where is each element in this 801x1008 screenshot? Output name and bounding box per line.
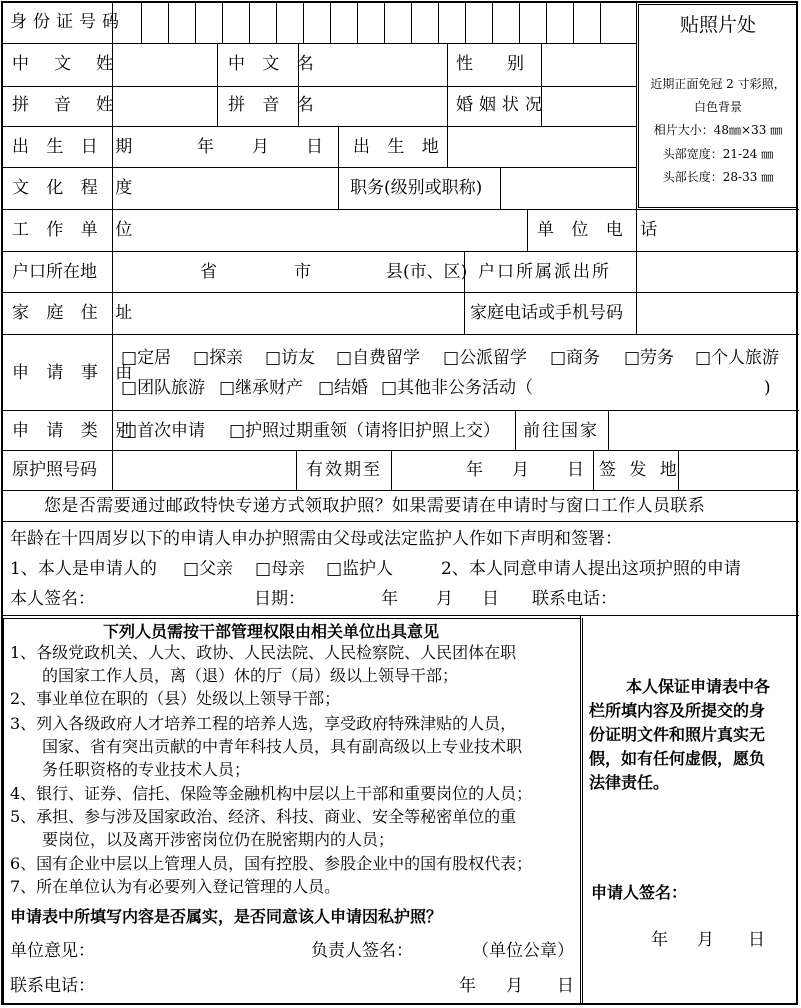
guardian-month: 月 xyxy=(436,589,453,609)
guardian-phone: 联系电话： xyxy=(532,589,617,609)
rule xyxy=(500,168,501,210)
pledge-year: 年 xyxy=(651,930,668,950)
reason-group-travel-checkbox[interactable]: □ 团队旅游 xyxy=(121,377,205,399)
reason-other-close: ) xyxy=(764,378,771,398)
hukou-province: 省 xyxy=(200,262,217,282)
rule xyxy=(276,2,277,44)
hukou-county: 县(市、区) xyxy=(386,262,468,282)
guardian-item1: 1、本人是申请人的 xyxy=(10,559,157,579)
rule xyxy=(3,618,581,619)
cadre-item: 1、各级党政机关、人大、政协、人民法院、人民检察院、人民团体在职 xyxy=(10,643,517,662)
guardian-father-checkbox[interactable]: □ 父亲 xyxy=(183,558,233,580)
label-hukou: 户口所在地 xyxy=(12,262,97,282)
label-employer-phone: 单 位 电 话 xyxy=(537,220,664,240)
unit-opinion: 单位意见： xyxy=(10,941,95,961)
photo-note: 头部长度：28-33 ㎜ xyxy=(662,170,774,184)
photo-note: 近期正面免冠 2 寸彩照， xyxy=(650,77,786,91)
label-issue-place: 签 发 地 xyxy=(599,460,681,480)
leader-sign: 负责人签名： xyxy=(311,941,413,961)
pledge-line: 本人保证申请表中各 xyxy=(626,677,771,696)
reason-self-funded-study-checkbox[interactable]: □ 自费留学 xyxy=(336,347,420,369)
rule xyxy=(411,2,412,44)
label-employer: 工 作 单 位 xyxy=(12,220,139,240)
type-renewal-checkbox[interactable]: □ 护照过期重领（请将旧护照上交） xyxy=(229,420,500,442)
rule xyxy=(608,411,609,451)
rule xyxy=(2,167,637,168)
rule xyxy=(519,2,520,44)
label-apply-matter: 申 请 事 由 xyxy=(12,363,139,383)
reason-gov-funded-study-checkbox[interactable]: □ 公派留学 xyxy=(443,347,527,369)
rule xyxy=(636,2,637,210)
guardian-sign: 本人签名： xyxy=(10,589,95,609)
label-marital: 婚姻状况 xyxy=(456,95,548,115)
rule xyxy=(141,2,142,44)
rule xyxy=(195,2,196,44)
label-id-number: 身份证号码 xyxy=(10,12,125,32)
rule xyxy=(2,334,799,335)
guardian-day: 日 xyxy=(482,589,499,609)
rule xyxy=(580,616,581,1005)
reason-other-checkbox[interactable]: □ 其他非公务活动（ xyxy=(381,377,533,399)
rule xyxy=(3,618,4,1003)
pledge-day: 日 xyxy=(748,930,765,950)
pledge-line: 栏所填内容及所提交的身 xyxy=(589,701,766,720)
rule xyxy=(582,618,583,1003)
rule xyxy=(338,127,339,210)
guardian-guardian-checkbox[interactable]: □ 监护人 xyxy=(326,558,393,580)
rule xyxy=(447,44,448,127)
birth-month: 月 xyxy=(252,137,269,157)
label-gender: 性 别 xyxy=(456,54,524,74)
label-hukou-police: 户口所属派出所 xyxy=(478,262,611,282)
unit-seal: （单位公章） xyxy=(472,941,574,961)
label-given-cn: 中 文 名 xyxy=(228,54,320,74)
pledge-month: 月 xyxy=(697,930,714,950)
rule xyxy=(438,2,439,44)
rule xyxy=(2,209,799,210)
birth-day: 日 xyxy=(306,137,323,157)
cadre-item: 国家、省有突出贡献的中青年科技人员，具有副高级以上专业技术职 xyxy=(10,737,523,756)
label-surname-py: 拼 音 姓 xyxy=(12,95,117,115)
rule xyxy=(296,451,297,491)
cadre-item: 3、列入各级政府人才培养工程的培养人选，享受政府特殊津贴的人员， xyxy=(10,714,517,733)
label-position: 职务(级别或职称) xyxy=(350,178,483,198)
reason-settle-checkbox[interactable]: □ 定居 xyxy=(121,347,171,369)
cadre-item: 7、所在单位认为有必要列入登记管理的人员。 xyxy=(10,877,341,896)
rule xyxy=(357,2,358,44)
reason-visit-relatives-checkbox[interactable]: □ 探亲 xyxy=(193,347,243,369)
cadre-item: 6、国有企业中层以上管理人员，国有控股、参股企业中的国有股权代表； xyxy=(10,854,533,873)
rule xyxy=(2,410,799,411)
rule xyxy=(465,2,466,44)
cadre-month: 月 xyxy=(506,976,523,996)
label-destination: 前往国家 xyxy=(523,421,599,441)
rule xyxy=(168,2,169,44)
rule xyxy=(112,2,113,491)
pledge-line: 假，如有任何虚假，愿负 xyxy=(589,749,766,768)
guardian-intro: 年龄在十四周岁以下的申请人申办护照需由父母或法定监护人作如下声明和签署： xyxy=(10,529,622,549)
rule xyxy=(2,251,799,252)
guardian-item2: 2、本人同意申请人提出这项护照的申请 xyxy=(441,559,741,579)
rule xyxy=(638,207,797,208)
pledge-sign: 申请人签名： xyxy=(591,883,688,902)
reason-inheritance-checkbox[interactable]: □ 继承财产 xyxy=(219,377,303,399)
birth-year: 年 xyxy=(197,137,214,157)
rule xyxy=(2,292,799,293)
photo-note: 相片大小：48㎜×33 ㎜ xyxy=(653,123,783,137)
pledge-line: 份证明文件和照片真实无 xyxy=(589,725,766,744)
cadre-title: 下列人员需按干部管理权限由相关单位出具意见 xyxy=(103,622,440,641)
rule xyxy=(593,451,594,491)
rule xyxy=(2,450,799,451)
rule xyxy=(391,451,392,491)
rule xyxy=(384,2,385,44)
cadre-item: 2、事业单位在职的（县）处级以上领导干部； xyxy=(10,689,341,708)
rule xyxy=(600,2,601,44)
label-home-address: 家 庭 住 址 xyxy=(12,303,139,323)
label-surname-cn: 中 文 姓 xyxy=(12,54,117,74)
valid-month: 月 xyxy=(512,460,529,480)
rule xyxy=(447,127,448,168)
rule xyxy=(638,4,797,5)
cadre-item: 4、银行、证券、信托、保险等金融机构中层以上干部和重要岗位的人员； xyxy=(10,784,533,803)
reason-personal-travel-checkbox[interactable]: □ 个人旅游 xyxy=(695,347,779,369)
cadre-phone: 联系电话： xyxy=(10,976,95,996)
rule xyxy=(527,210,528,252)
rule xyxy=(2,615,799,616)
pledge-line: 法律责任。 xyxy=(589,773,670,792)
photo-note: 白色背景 xyxy=(693,100,742,114)
cadre-question: 申请表中所填写内容是否属实，是否同意该人申请因私护照？ xyxy=(10,907,443,926)
label-given-py: 拼 音 名 xyxy=(228,95,320,115)
reason-labor-checkbox[interactable]: □ 劳务 xyxy=(624,347,674,369)
reason-business-checkbox[interactable]: □ 商务 xyxy=(550,347,600,369)
type-first-application-checkbox[interactable]: □ 首次申请 xyxy=(121,420,205,442)
express-note: 您是否需要通过邮政特快专递方式领取护照？如果需要请在申请时与窗口工作人员联系 xyxy=(44,496,706,516)
label-home-phone: 家庭电话或手机号码 xyxy=(470,303,623,323)
valid-year: 年 xyxy=(466,460,483,480)
rule xyxy=(492,2,493,44)
cadre-day: 日 xyxy=(557,976,574,996)
valid-day: 日 xyxy=(567,460,584,480)
cadre-item: 5、承担、参与涉及国家政治、经济、科技、商业、安全等秘密单位的重 xyxy=(10,807,517,826)
rule xyxy=(330,2,331,44)
reason-visit-friends-checkbox[interactable]: □ 访友 xyxy=(265,347,315,369)
rule xyxy=(217,44,218,127)
label-valid-until: 有效期至 xyxy=(306,460,382,480)
reason-marriage-checkbox[interactable]: □ 结婚 xyxy=(318,377,368,399)
cadre-item: 务任职资格的专业技术人员； xyxy=(10,760,251,779)
guardian-mother-checkbox[interactable]: □ 母亲 xyxy=(255,558,305,580)
rule xyxy=(249,2,250,44)
photo-title: 贴照片处 xyxy=(679,14,756,36)
rule xyxy=(222,2,223,44)
guardian-year: 年 xyxy=(381,589,398,609)
rule xyxy=(546,2,547,44)
hukou-city: 市 xyxy=(294,262,311,282)
label-apply-type: 申 请 类 别 xyxy=(12,421,139,441)
rule xyxy=(2,521,799,522)
rule xyxy=(573,2,574,44)
guardian-date: 日期： xyxy=(254,589,305,609)
label-birth-date: 出 生 日 期 xyxy=(12,137,139,157)
rule xyxy=(2,490,799,491)
cadre-year: 年 xyxy=(459,976,476,996)
label-education: 文 化 程 度 xyxy=(12,178,139,198)
cadre-item: 的国家工作人员，离（退）休的厅（局）级以上领导干部； xyxy=(10,666,459,685)
cadre-item: 要岗位，以及离开涉密岗位仍在脱密期内的人员； xyxy=(10,830,395,849)
label-old-passport: 原护照号码 xyxy=(12,460,97,480)
photo-note: 头部宽度：21-24 ㎜ xyxy=(662,147,774,161)
rule xyxy=(303,2,304,44)
label-birth-place: 出 生 地 xyxy=(353,137,445,157)
rule xyxy=(515,411,516,451)
